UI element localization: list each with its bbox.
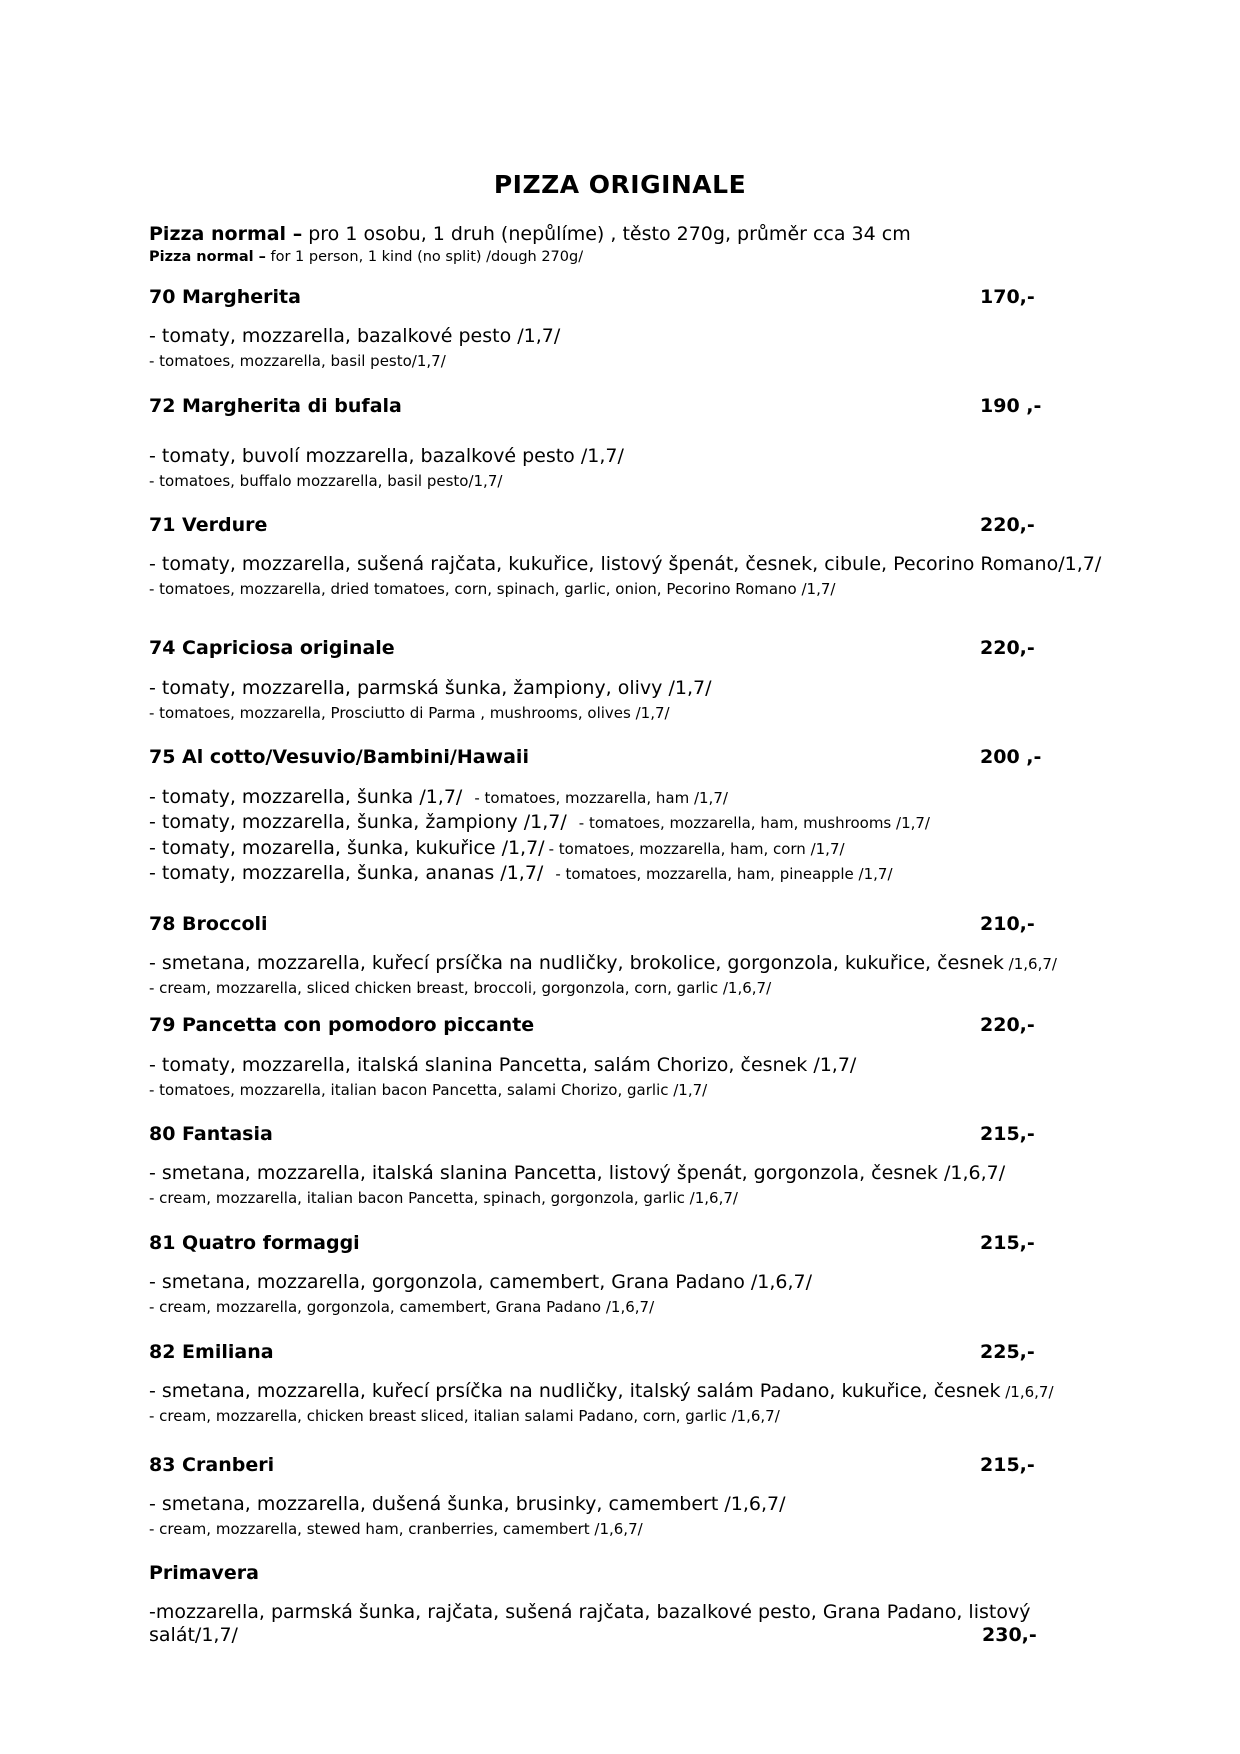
pizza-price: 170,- bbox=[980, 286, 1035, 308]
pizza-name: 74 Capriciosa originale bbox=[149, 637, 395, 659]
pizza-description-english: - tomatoes, mozzarella, italian bacon Pancetta, salami Chorizo, garlic /1,7/ bbox=[149, 1081, 708, 1099]
pizza-description-czech bbox=[149, 1380, 1054, 1402]
pizza-description-czech: -mozzarella, parmská šunka, rajčata, sušená rajčata, bazalkové pesto, Grana Padano, listový bbox=[149, 1601, 1031, 1623]
pizza-price: 225,- bbox=[980, 1341, 1035, 1363]
pizza-name: 70 Margherita bbox=[149, 286, 301, 308]
pizza-description-czech: - smetana, mozzarella, italská slanina Pancetta, listový špenát, gorgonzola, česnek /1,6,7/ bbox=[149, 1162, 1006, 1184]
pizza-price: 220,- bbox=[980, 637, 1035, 659]
pizza-name: 71 Verdure bbox=[149, 514, 268, 536]
pizza-price: 190 ,- bbox=[980, 395, 1042, 417]
pizza-variant-english: - tomatoes, mozzarella, ham /1,7/ bbox=[474, 789, 728, 807]
pizza-description-english: - cream, mozzarella, sliced chicken breast, broccoli, gorgonzola, corn, garlic /1,6,7/ bbox=[149, 979, 772, 997]
pizza-variant-english: - tomatoes, mozzarella, ham, mushrooms /1,7/ bbox=[578, 814, 930, 832]
pizza-name: 75 Al cotto/Vesuvio/Bambini/Hawaii bbox=[149, 746, 529, 768]
pizza-description-english: - cream, mozzarella, chicken breast sliced, italian salami Padano, corn, garlic /1,6,7/ bbox=[149, 1407, 780, 1425]
pizza-description-czech: - tomaty, mozzarella, parmská šunka, žampiony, olivy /1,7/ bbox=[149, 677, 712, 699]
pizza-description-english: - cream, mozzarella, italian bacon Pancetta, spinach, gorgonzola, garlic /1,6,7/ bbox=[149, 1189, 738, 1207]
pizza-variant-line bbox=[149, 811, 930, 833]
pizza-price: 220,- bbox=[980, 1014, 1035, 1036]
pizza-price: 215,- bbox=[980, 1232, 1035, 1254]
pizza-allergens: /1,6,7/ bbox=[1000, 1383, 1054, 1401]
pizza-description-czech: - tomaty, mozzarella, bazalkové pesto /1,7/ bbox=[149, 325, 561, 347]
pizza-description-czech: - smetana, mozzarella, gorgonzola, camembert, Grana Padano /1,6,7/ bbox=[149, 1271, 813, 1293]
pizza-allergens: /1,6,7/ bbox=[1003, 955, 1057, 973]
pizza-variant-czech: - tomaty, mozzarella, šunka, ananas /1,7/ bbox=[149, 862, 544, 884]
intro-czech-text: pro 1 osobu, 1 druh (nepůlíme) , těsto 270g, průměr cca 34 cm bbox=[302, 223, 911, 245]
pizza-name: 82 Emiliana bbox=[149, 1341, 274, 1363]
pizza-name: 83 Cranberi bbox=[149, 1454, 275, 1476]
pizza-description-czech: - tomaty, mozzarella, italská slanina Pancetta, salám Chorizo, česnek /1,7/ bbox=[149, 1054, 857, 1076]
pizza-description-english: - cream, mozzarella, stewed ham, cranberries, camembert /1,6,7/ bbox=[149, 1520, 643, 1538]
pizza-price: 215,- bbox=[980, 1454, 1035, 1476]
page-title: PIZZA ORIGINALE bbox=[493, 170, 747, 199]
pizza-variant-line bbox=[149, 786, 728, 808]
intro-english bbox=[149, 249, 583, 265]
pizza-description-czech: - tomaty, buvolí mozzarella, bazalkové pesto /1,7/ bbox=[149, 445, 624, 467]
pizza-name: 81 Quatro formaggi bbox=[149, 1232, 360, 1254]
pizza-variant-line bbox=[149, 837, 845, 859]
pizza-description-english: - tomatoes, mozzarella, Prosciutto di Parma , mushrooms, olives /1,7/ bbox=[149, 704, 670, 722]
pizza-name: 72 Margherita di bufala bbox=[149, 395, 402, 417]
pizza-variant-english: - tomatoes, mozzarella, ham, corn /1,7/ bbox=[548, 840, 845, 858]
intro-english-label: Pizza normal – bbox=[149, 249, 266, 265]
pizza-name: Primavera bbox=[149, 1562, 259, 1584]
pizza-description-english: - tomatoes, mozzarella, dried tomatoes, corn, spinach, garlic, onion, Pecorino Romano /1,7/ bbox=[149, 580, 836, 598]
pizza-description-czech bbox=[149, 952, 1057, 974]
pizza-description-czech-text: - smetana, mozzarella, kuřecí prsíčka na nudličky, brokolice, gorgonzola, kukuřice, česnek bbox=[149, 952, 1004, 974]
pizza-description-english: - tomatoes, buffalo mozzarella, basil pesto/1,7/ bbox=[149, 472, 503, 490]
pizza-description-english: - tomatoes, mozzarella, basil pesto/1,7/ bbox=[149, 352, 446, 370]
pizza-name: 80 Fantasia bbox=[149, 1123, 273, 1145]
pizza-description-czech: salát/1,7/ bbox=[149, 1624, 238, 1646]
pizza-variant-czech: - tomaty, mozarella, šunka, kukuřice /1,7/ bbox=[149, 837, 545, 859]
pizza-price: 220,- bbox=[980, 514, 1035, 536]
pizza-name: 79 Pancetta con pomodoro piccante bbox=[149, 1014, 535, 1036]
intro-english-text: for 1 person, 1 kind (no split) /dough 270g/ bbox=[265, 249, 584, 265]
pizza-description-czech-text: - smetana, mozzarella, kuřecí prsíčka na nudličky, italský salám Padano, kukuřice, česnek bbox=[149, 1380, 1001, 1402]
pizza-variant-line bbox=[149, 862, 893, 884]
pizza-name: 78 Broccoli bbox=[149, 913, 268, 935]
pizza-price: 215,- bbox=[980, 1123, 1035, 1145]
pizza-description-english: - cream, mozzarella, gorgonzola, camembert, Grana Padano /1,6,7/ bbox=[149, 1298, 655, 1316]
intro-czech bbox=[149, 223, 911, 245]
pizza-price: 230,- bbox=[982, 1624, 1037, 1646]
pizza-price: 210,- bbox=[980, 913, 1035, 935]
pizza-variant-english: - tomatoes, mozzarella, ham, pineapple /1,7/ bbox=[555, 865, 893, 883]
pizza-variant-czech: - tomaty, mozzarella, šunka /1,7/ bbox=[149, 786, 463, 808]
pizza-variant-czech: - tomaty, mozzarella, šunka, žampiony /1,7/ bbox=[149, 811, 567, 833]
intro-czech-label: Pizza normal – bbox=[149, 223, 303, 245]
pizza-description-czech: - smetana, mozzarella, dušená šunka, brusinky, camembert /1,6,7/ bbox=[149, 1493, 786, 1515]
pizza-price: 200 ,- bbox=[980, 746, 1042, 768]
pizza-description-czech: - tomaty, mozzarella, sušená rajčata, kukuřice, listový špenát, česnek, cibule, Pecorino Romano/1,7/ bbox=[149, 553, 1102, 575]
